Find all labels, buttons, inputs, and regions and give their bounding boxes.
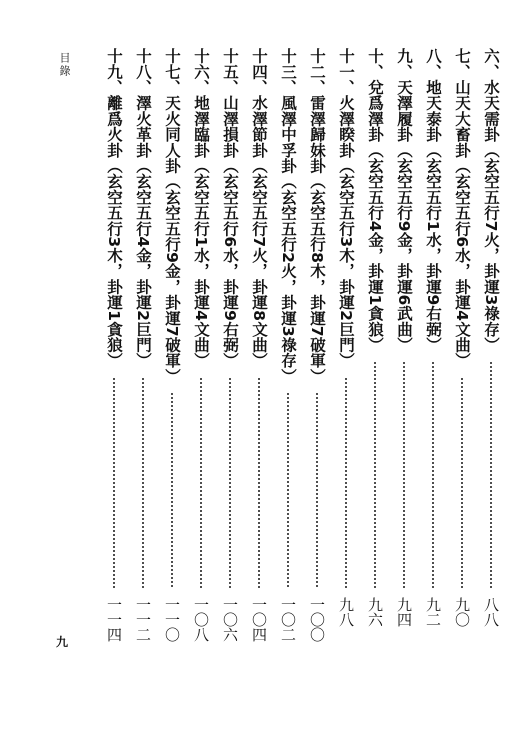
toc-entry-page: 九二 xyxy=(424,597,442,627)
toc-entry-title: 十六、地澤臨卦（玄空五行1水，卦運4文曲） xyxy=(192,48,210,369)
table-of-contents xyxy=(0,48,523,648)
toc-entry[interactable] xyxy=(103,48,125,648)
toc-entry-title: 十八、澤火革卦（玄空五行4金，卦運2巨門） xyxy=(134,48,152,369)
toc-entry-page: 一〇六 xyxy=(221,597,239,642)
dot-leader xyxy=(171,392,173,589)
dot-leader xyxy=(490,361,492,589)
page-number: 九 xyxy=(56,635,69,649)
toc-entry[interactable] xyxy=(364,48,386,648)
toc-entry[interactable] xyxy=(306,48,328,648)
toc-entry-page: 一〇四 xyxy=(250,597,268,642)
toc-entry-page: 一〇二 xyxy=(279,597,297,642)
toc-entry[interactable] xyxy=(277,48,299,648)
dot-leader xyxy=(113,377,115,589)
toc-entry-page: 一〇〇 xyxy=(308,597,326,642)
toc-entry-title: 十九、離爲火卦（玄空五行3木，卦運1貪狼） xyxy=(105,48,123,369)
toc-entry-title: 十、兌爲澤卦（玄空五行4金，卦運1貪狼） xyxy=(366,48,384,353)
toc-entry-title: 十三、風澤中孚卦（玄空五行2火，卦運3祿存） xyxy=(279,48,297,384)
dot-leader xyxy=(432,361,434,589)
dot-leader xyxy=(374,361,376,589)
toc-entry[interactable] xyxy=(480,48,502,648)
toc-entry[interactable] xyxy=(335,48,357,648)
dot-leader xyxy=(461,377,463,589)
dot-leader xyxy=(229,377,231,589)
toc-entry[interactable] xyxy=(219,48,241,648)
toc-entry-page: 九八 xyxy=(337,597,355,627)
toc-entry-title: 十一、火澤睽卦（玄空五行3木，卦運2巨門） xyxy=(337,48,355,369)
dot-leader xyxy=(258,377,260,589)
dot-leader xyxy=(403,361,405,589)
toc-entry-page: 一〇八 xyxy=(192,597,210,642)
running-header: 目錄 xyxy=(58,52,71,78)
toc-entry-title: 十二、雷澤歸妹卦（玄空五行8木，卦運7破軍） xyxy=(308,48,326,384)
toc-entry-page: 一一四 xyxy=(105,597,123,642)
dot-leader xyxy=(287,392,289,589)
toc-entry[interactable] xyxy=(422,48,444,648)
toc-entry-page: 一一二 xyxy=(134,597,152,642)
toc-entry[interactable] xyxy=(248,48,270,648)
toc-entry-title: 十四、水澤節卦（玄空五行7火，卦運8文曲） xyxy=(250,48,268,369)
dot-leader xyxy=(316,392,318,589)
toc-entry-page: 八八 xyxy=(482,597,500,627)
toc-entry-title: 六、水天需卦（玄空五行7火，卦運3祿存） xyxy=(482,48,500,353)
toc-entry-page: 九四 xyxy=(395,597,413,627)
toc-entry[interactable] xyxy=(161,48,183,648)
dot-leader xyxy=(200,377,202,589)
toc-entry-title: 十五、山澤損卦（玄空五行6水，卦運9右弼） xyxy=(221,48,239,369)
toc-entry-page: 一一〇 xyxy=(163,597,181,642)
toc-entry-title: 九、天澤履卦（玄空五行9金，卦運6武曲） xyxy=(395,48,413,353)
toc-entry[interactable] xyxy=(190,48,212,648)
dot-leader xyxy=(142,377,144,589)
toc-entry-page: 九六 xyxy=(366,597,384,627)
toc-entry-title: 七、山天大畜卦（玄空五行6水，卦運4文曲） xyxy=(453,48,471,369)
toc-entry[interactable] xyxy=(451,48,473,648)
toc-entry-title: 十七、天火同人卦（玄空五行9金，卦運7破軍） xyxy=(163,48,181,384)
toc-entry[interactable] xyxy=(393,48,415,648)
toc-entry-page: 九〇 xyxy=(453,597,471,627)
toc-entry[interactable] xyxy=(132,48,154,648)
toc-entry-title: 八、地天泰卦（玄空五行1水，卦運9右弼） xyxy=(424,48,442,353)
dot-leader xyxy=(345,377,347,589)
